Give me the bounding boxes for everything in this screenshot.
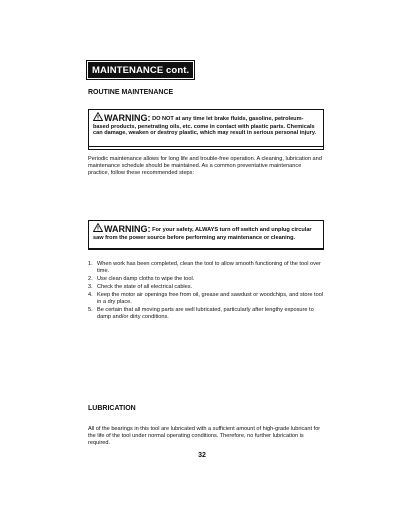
warning-triangle-icon	[93, 223, 103, 235]
maintenance-paragraph: Periodic maintenance allows for long life and trouble-free operation. A cleaning, lubrication and maintenance schedule should be maintained. As a common preventative maintenance practice, follow these recommended steps:	[88, 156, 322, 176]
warning-text: DO NOT at any time let brake fluids, gasoline, petroleum-based products, penetrating oils, etc. come in contact with plastic parts. Chemicals can damage, weaken or destroy plastic, which may result in serious personal injury.	[93, 116, 317, 137]
routine-maintenance-heading: ROUTINE MAINTENANCE	[88, 89, 174, 96]
warning-box-unplug	[88, 220, 324, 249]
step-number: 5.	[88, 307, 93, 314]
list-item	[88, 307, 324, 321]
page-number: 32	[198, 452, 206, 459]
step-text: Be certain that all moving parts are well lubricated, particularly after lengthy exposure to damp and/or dirty conditions.	[97, 307, 314, 321]
list-item	[88, 261, 324, 275]
step-number: 2.	[88, 275, 93, 282]
lubrication-paragraph: All of the bearings in this tool are lubricated with a sufficient amount of high-grade lubricant for the life of the tool under normal operating conditions. Therefore, no further lubrication is required.	[88, 426, 321, 446]
step-number: 3.	[88, 284, 93, 291]
step-number: 1.	[88, 261, 93, 267]
step-text: Use clean damp cloths to wipe the tool.	[97, 275, 195, 282]
list-item	[88, 284, 324, 291]
lubrication-heading: LUBRICATION	[88, 405, 136, 412]
step-number: 4.	[88, 292, 93, 299]
step-text: Keep the motor air openings free from oil, grease and sawdust or woodchips, and store tool in a dry place.	[97, 292, 324, 306]
list-item	[88, 292, 324, 306]
list-item	[88, 276, 324, 283]
step-text: When work has been completed, clean the tool to allow smooth functioning of the tool over time.	[97, 261, 321, 274]
warning-box-chemicals	[88, 109, 324, 150]
section-banner: MAINTENANCE cont.	[88, 62, 193, 78]
warning-divider	[88, 249, 324, 250]
warning-label: WARNING:	[104, 113, 151, 123]
warning-divider	[88, 146, 324, 147]
maintenance-steps-list	[88, 261, 324, 322]
warning-label: WARNING:	[104, 224, 151, 234]
warning-triangle-icon	[93, 112, 103, 124]
step-text: Check the state of all electrical cables.	[97, 284, 193, 291]
warning-text: For your safety, ALWAYS turn off switch and unplug circular saw from the power source before performing any maintenance or cleaning.	[93, 227, 312, 241]
